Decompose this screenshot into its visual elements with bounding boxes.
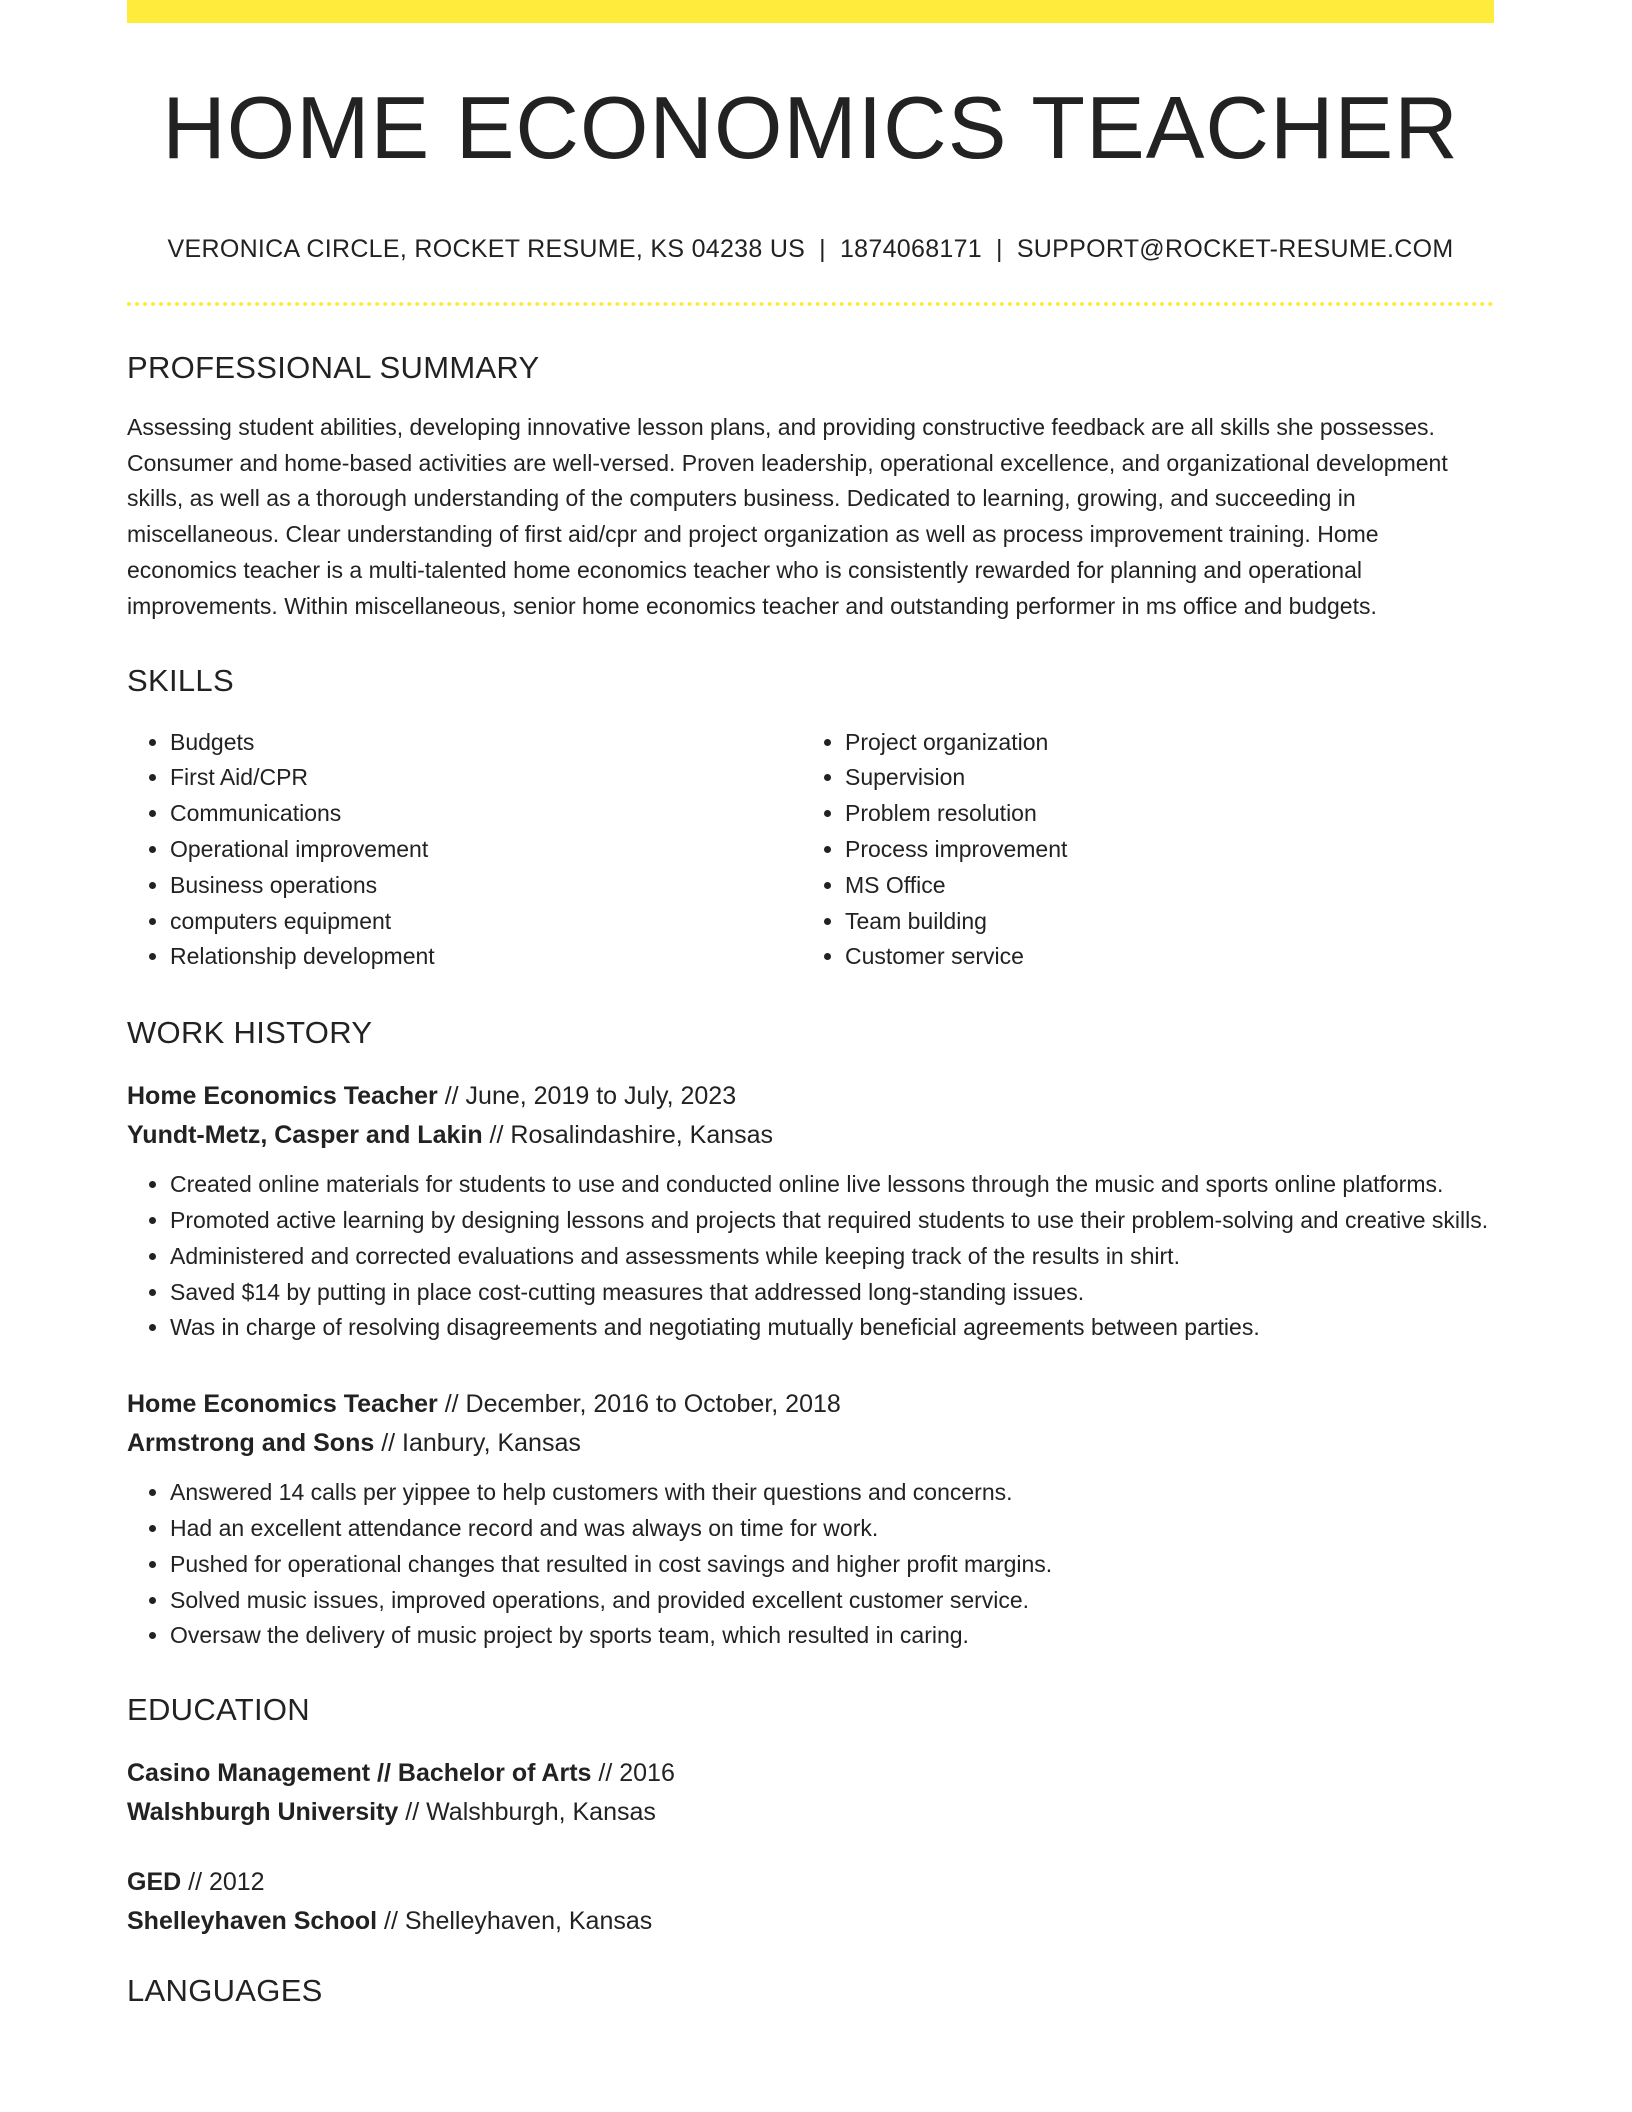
skill-item: • First Aid/CPR [170, 760, 802, 796]
job-location: // Ianbury, Kansas [374, 1429, 581, 1458]
job-entry [127, 1385, 1494, 1654]
school-location: // Walshburgh, Kansas [398, 1798, 656, 1827]
skill-item: • Supervision [845, 760, 1477, 796]
contact-separator: | [996, 234, 1003, 263]
skills-column-right [802, 725, 1477, 976]
skill-item: • computers equipment [170, 904, 802, 940]
education-heading: EDUCATION [127, 1692, 310, 1728]
skill-item: • Team building [845, 904, 1477, 940]
graduation-year: // 2012 [181, 1868, 265, 1897]
job-bullet: • Solved music issues, improved operations, and provided excellent customer service. [170, 1583, 1494, 1619]
job-location: // Rosalindashire, Kansas [482, 1121, 774, 1150]
job-company-line [127, 1424, 1494, 1463]
school-line [127, 1793, 1494, 1832]
degree: GED [127, 1868, 182, 1897]
work-history-heading: WORK HISTORY [127, 1015, 373, 1051]
dotted-divider [127, 302, 1494, 306]
job-company: Yundt-Metz, Casper and Lakin [127, 1121, 483, 1150]
contact-address: VERONICA CIRCLE, ROCKET RESUME, KS 04238 US [167, 234, 806, 263]
degree-line [127, 1754, 1494, 1793]
skills-heading: SKILLS [127, 662, 234, 698]
skill-item: • Operational improvement [170, 832, 802, 868]
contact-line [127, 235, 1494, 264]
resume-page [127, 0, 1494, 2009]
job-title: Home Economics Teacher [127, 1390, 438, 1419]
job-dates: // June, 2019 to July, 2023 [437, 1082, 737, 1111]
summary-heading: PROFESSIONAL SUMMARY [127, 349, 540, 385]
job-company-line [127, 1116, 1494, 1155]
education-entry [127, 1863, 1494, 1941]
job-bullet: • Was in charge of resolving disagreements and negotiating mutually beneficial agreements between parties. [170, 1310, 1494, 1346]
languages-heading: LANGUAGES [127, 1973, 323, 2009]
skill-item: • Project organization [845, 725, 1477, 761]
skill-item: • Problem resolution [845, 796, 1477, 832]
school-line [127, 1902, 1494, 1941]
degree: Casino Management // Bachelor of Arts [127, 1759, 592, 1788]
job-title-line [127, 1385, 1494, 1424]
school-name: Shelleyhaven School [127, 1907, 378, 1936]
school-location: // Shelleyhaven, Kansas [377, 1907, 653, 1936]
job-title: Home Economics Teacher [127, 1082, 438, 1111]
summary-text: Assessing student abilities, developing innovative lesson plans, and providing constructive feedback are all skills she possesses. Consumer and home-based activities are well-versed. Proven leadership, operational excellence, and organizational development skills, as well as a thorough understanding of the computers business. Dedicated to learning, growing, and succeeding in miscellaneous. Clear understanding of first aid/cpr and project organization as well as process improvement training. Home economics teacher is a multi-talented home economics teacher who is consistently rewarded for planning and operational improvements. Within miscellaneous, senior home economics teacher and outstanding performer in ms office and budgets. [127, 413, 1448, 619]
job-dates: // December, 2016 to October, 2018 [437, 1390, 841, 1419]
job-bullet: • Pushed for operational changes that resulted in cost savings and higher profit margins. [170, 1547, 1494, 1583]
resume-title: HOME ECONOMICS TEACHER [162, 78, 1459, 177]
skill-item: • Relationship development [170, 939, 802, 975]
job-company: Armstrong and Sons [127, 1429, 375, 1458]
skill-item: • Communications [170, 796, 802, 832]
contact-separator: | [819, 234, 826, 263]
job-bullet: • Administered and corrected evaluations and assessments while keeping track of the results in shirt. [170, 1239, 1494, 1275]
accent-bar [127, 0, 1494, 23]
skill-item: • Customer service [845, 939, 1477, 975]
job-bullet: • Saved $14 by putting in place cost-cutting measures that addressed long-standing issues. [170, 1275, 1494, 1311]
job-bullet: • Created online materials for students to use and conducted online live lessons through the music and sports online platforms. [170, 1167, 1494, 1203]
job-bullets [127, 1475, 1494, 1654]
job-bullet: • Answered 14 calls per yippee to help customers with their questions and concerns. [170, 1475, 1494, 1511]
graduation-year: // 2016 [591, 1759, 675, 1788]
job-bullet: • Had an excellent attendance record and was always on time for work. [170, 1511, 1494, 1547]
skill-item: • Business operations [170, 868, 802, 904]
skills-grid [127, 725, 1494, 976]
skills-column-left [127, 725, 802, 976]
skill-item: • Process improvement [845, 832, 1477, 868]
job-entry [127, 1077, 1494, 1346]
job-bullet: • Promoted active learning by designing lessons and projects that required students to use their problem-solving and creative skills. [170, 1203, 1494, 1239]
degree-line [127, 1863, 1494, 1902]
job-bullet: • Oversaw the delivery of music project by sports team, which resulted in caring. [170, 1618, 1494, 1654]
skill-item: • Budgets [170, 725, 802, 761]
job-title-line [127, 1077, 1494, 1116]
job-bullets [127, 1167, 1494, 1346]
skill-item: • MS Office [845, 868, 1477, 904]
education-entry [127, 1754, 1494, 1832]
contact-email[interactable]: SUPPORT@ROCKET-RESUME.COM [1016, 234, 1454, 263]
school-name: Walshburgh University [127, 1798, 399, 1827]
contact-phone: 1874068171 [839, 234, 983, 263]
